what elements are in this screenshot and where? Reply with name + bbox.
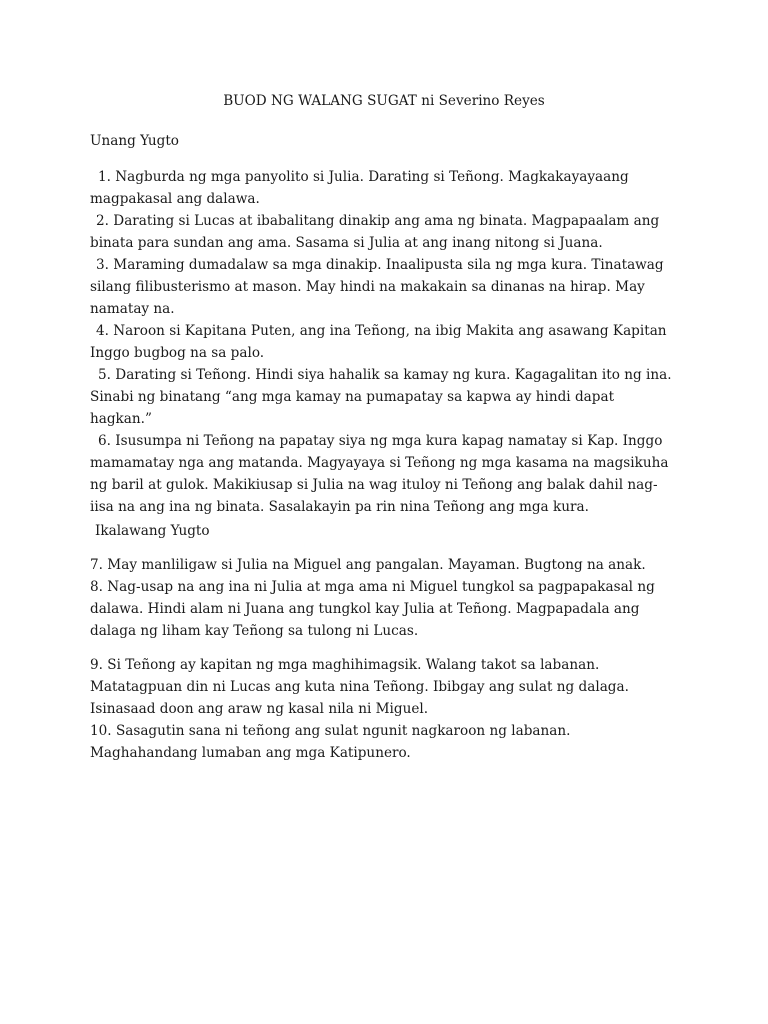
list-item: 3. Maraming dumadalaw sa mga dinakip. Inaalipusta sila ng mga kura. Tinatawag silang filibusterismo at mason. May hindi na makakain sa dinanas na hirap. May namatay na. — [90, 257, 664, 317]
list-item: 1. Nagburda ng mga panyolito si Julia. Darating si Teñong. Magkakayayaang magpakasal ang dalawa. — [90, 169, 629, 207]
section-heading-ikalawang-yugto: Ikalawang Yugto — [95, 523, 210, 539]
section-1-list — [90, 166, 680, 518]
section-heading-unang-yugto: Unang Yugto — [90, 133, 179, 149]
list-item: 10. Sasagutin sana ni teñong ang sulat ngunit nagkaroon ng labanan. Maghahandang lumaban ang mga Katipunero. — [90, 723, 571, 761]
list-item: 9. Si Teñong ay kapitan ng mga maghihimagsik. Walang takot sa labanan. Matatagpuan din ni Lucas ang kuta nina Teñong. Ibibgay ang sulat ng dalaga. Isinasaad doon ang araw ng kasal nila ni Miguel. — [90, 657, 629, 717]
section-2-list-part-b — [90, 654, 680, 764]
list-item: 4. Naroon si Kapitana Puten, ang ina Teñong, na ibig Makita ang asawang Kapitan Inggo bugbog na sa palo. — [90, 323, 667, 361]
list-item: 8. Nag-usap na ang ina ni Julia at mga ama ni Miguel tungkol sa pagpapakasal ng dalawa. Hindi alam ni Juana ang tungkol kay Julia at Teñong. Magpapadala ang dalaga ng liham kay Teñong sa tulong ni Lucas. — [90, 579, 655, 639]
section-2-list-part-a — [90, 554, 680, 642]
list-item: 7. May manliligaw si Julia na Miguel ang pangalan. Mayaman. Bugtong na anak. — [90, 557, 646, 573]
list-item: 5. Darating si Teñong. Hindi siya hahalik sa kamay ng kura. Kagagalitan ito ng ina. Sinabi ng binatang “ang mga kamay na pumapatay sa kapwa ay hindi dapat hagkan.” — [90, 367, 672, 427]
document-title: BUOD NG WALANG SUGAT ni Severino Reyes — [223, 93, 545, 109]
list-item: 2. Darating si Lucas at ibabalitang dinakip ang ama ng binata. Magpapaalam ang binata para sundan ang ama. Sasama si Julia at ang inang nitong si Juana. — [90, 213, 660, 251]
list-item: 6. Isusumpa ni Teñong na papatay siya ng mga kura kapag namatay si Kap. Inggo mamamatay nga ang matanda. Magyayaya si Teñong ng mga kasama na magsikuha ng baril at gulok. Makikiusap si Julia na wag ituloy ni Teñong ang balak dahil nag-iisa na ang ina ng binata. Sasalakayin pa rin nina Teñong ang mga kura. — [90, 433, 669, 515]
